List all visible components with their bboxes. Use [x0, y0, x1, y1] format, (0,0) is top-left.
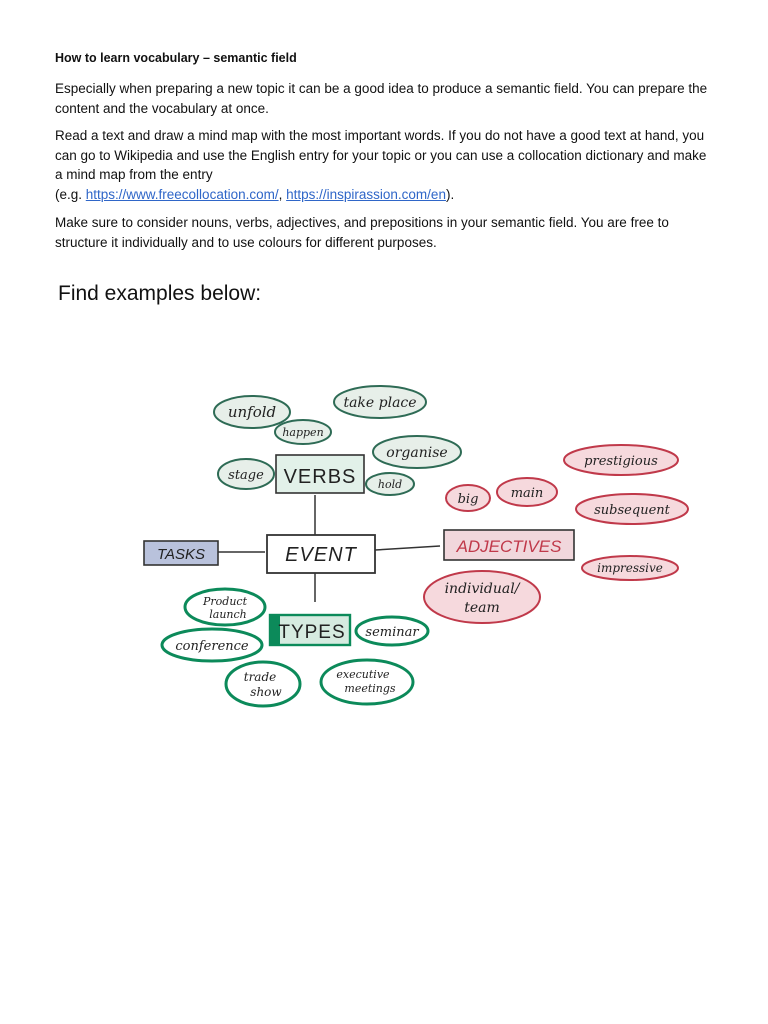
- types-label-box: [270, 615, 350, 645]
- types-label: TYPES: [278, 622, 346, 643]
- tasks-label: TASKS: [156, 546, 206, 563]
- adjectives-cluster: [424, 445, 688, 623]
- instructions-text: Read a text and draw a mind map with the most important words. If you do not have a good text at hand, you can go to Wikipedia and use the English entry for your topic or you can use a collocation dictionary and make a mind map from the entry: [55, 128, 707, 182]
- verb-take-place-bubble: [334, 386, 426, 418]
- verb-hold-bubble: [366, 473, 414, 495]
- inspirassion-link[interactable]: https://inspirassion.com/en: [286, 186, 446, 202]
- type-executive: executive: [336, 668, 390, 681]
- types-cluster: [162, 589, 428, 706]
- adj-main: main: [510, 486, 544, 501]
- type-trade: trade: [243, 670, 277, 684]
- tasks-box: [144, 541, 218, 565]
- verb-stage: stage: [228, 468, 264, 483]
- document-title: How to learn vocabulary – semantic field: [55, 51, 297, 65]
- adjectives-label-box: [444, 530, 574, 560]
- verb-hold: hold: [377, 478, 403, 491]
- verb-unfold: unfold: [227, 403, 277, 421]
- instructions-paragraph: [55, 126, 715, 204]
- adj-big-bubble: [446, 485, 490, 511]
- adj-individual-team-bubble: [424, 571, 540, 623]
- type-meetings: meetings: [344, 682, 396, 695]
- freecollocation-link[interactable]: https://www.freecollocation.com/: [85, 186, 279, 202]
- verb-happen-bubble: [275, 420, 331, 444]
- event-center-label: EVENT: [285, 544, 357, 566]
- verb-organise: organise: [386, 445, 448, 461]
- adj-subsequent-bubble: [576, 494, 688, 524]
- intro-paragraph: Especially when preparing a new topic it can be a good idea to produce a semantic field. You can prepare the content and the vocabulary at once.: [55, 81, 708, 116]
- type-seminar: seminar: [365, 625, 419, 640]
- adj-subsequent: subsequent: [594, 503, 670, 518]
- type-seminar-bubble: [356, 617, 428, 645]
- type-launch: launch: [209, 608, 247, 621]
- event-center-box: [267, 535, 375, 573]
- type-conference: conference: [175, 639, 249, 654]
- mind-map-image: [60, 330, 720, 730]
- type-conference-bubble: [162, 629, 262, 661]
- adj-big: big: [457, 492, 479, 507]
- example-prefix: (e.g.: [55, 186, 86, 202]
- type-product: Product: [203, 595, 247, 608]
- tips-paragraph: Make sure to consider nouns, verbs, adjectives, and prepositions in your semantic field. You are free to structure it individually and to use colours for different purposes.: [55, 215, 669, 250]
- verb-organise-bubble: [373, 436, 461, 468]
- type-show: show: [250, 685, 282, 699]
- adj-impressive-bubble: [582, 556, 678, 580]
- verb-take-place: take place: [343, 395, 417, 411]
- verb-stage-bubble: [218, 459, 274, 489]
- verb-unfold-bubble: [214, 396, 290, 428]
- type-executive-meetings-bubble: [321, 660, 413, 704]
- link-separator: ,: [278, 186, 287, 202]
- verbs-cluster: [214, 386, 461, 495]
- verbs-label-box: [276, 455, 364, 493]
- adj-prestigious-bubble: [564, 445, 678, 475]
- type-trade-show-bubble: [226, 662, 300, 706]
- verb-happen: happen: [282, 426, 324, 439]
- examples-heading: Find examples below:: [58, 282, 262, 305]
- example-suffix: ).: [445, 186, 455, 202]
- adjectives-label: ADJECTIVES: [456, 537, 562, 556]
- adj-individual: individual/: [444, 581, 520, 597]
- adj-main-bubble: [497, 478, 557, 506]
- adj-impressive: impressive: [597, 561, 663, 575]
- adj-team: team: [464, 600, 500, 616]
- type-product-launch-bubble: [185, 589, 265, 625]
- adj-prestigious: prestigious: [584, 454, 658, 469]
- verbs-label: VERBS: [283, 466, 357, 488]
